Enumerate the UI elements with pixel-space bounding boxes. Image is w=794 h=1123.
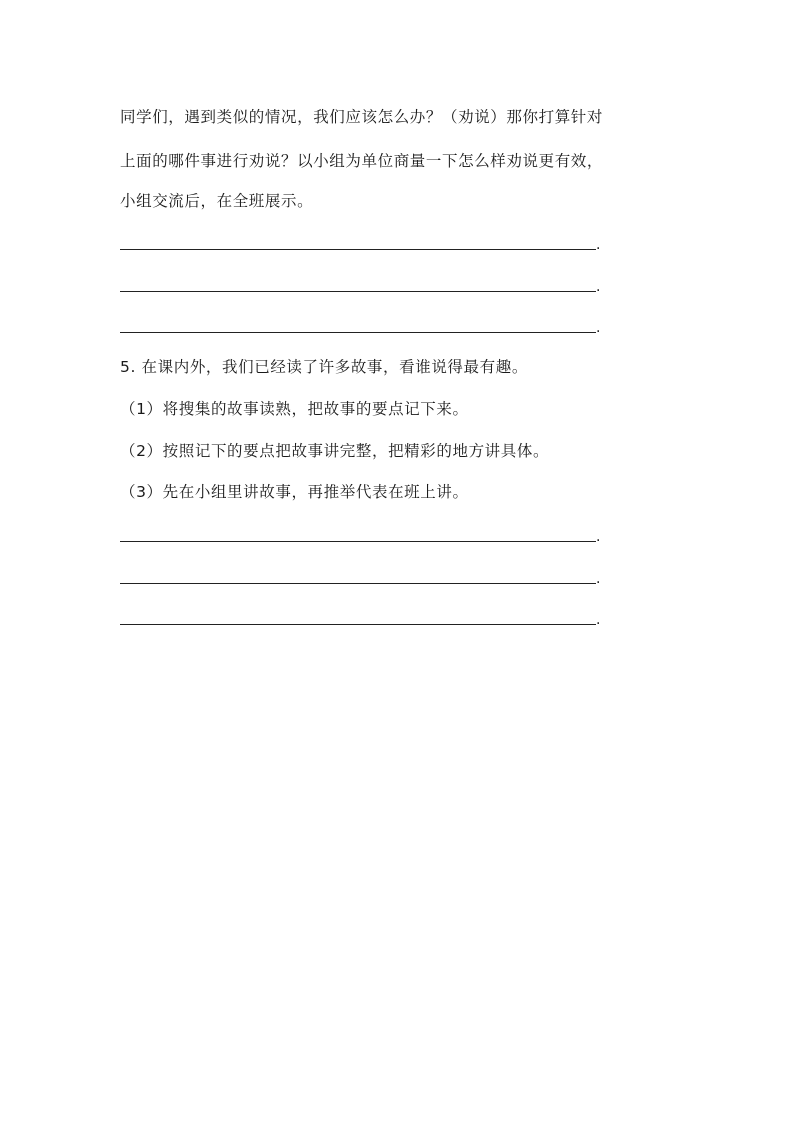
question-5-step-3: （3）先在小组里讲故事，再推举代表在班上讲。 (120, 483, 469, 501)
question-5-prompt: 5. 在课内外，我们已经读了许多故事，看谁说得最有趣。 (120, 358, 528, 376)
answer-line[interactable] (120, 624, 596, 625)
answer-line-end-mark: . (596, 612, 601, 628)
answer-line[interactable] (120, 583, 596, 584)
answer-line[interactable] (120, 291, 596, 292)
answer-line[interactable] (120, 332, 596, 333)
answer-line-end-mark: . (596, 237, 601, 253)
answer-line[interactable] (120, 249, 596, 250)
intro-line-3: 小组交流后，在全班展示。 (120, 192, 314, 210)
answer-line-end-mark: . (596, 279, 601, 295)
intro-line-1: 同学们，遇到类似的情况，我们应该怎么办？（劝说）那你打算针对 (120, 108, 604, 126)
answer-line[interactable] (120, 541, 596, 542)
question-5-step-2: （2）按照记下的要点把故事讲完整，把精彩的地方讲具体。 (120, 442, 550, 460)
answer-line-end-mark: . (596, 320, 601, 336)
intro-line-2: 上面的哪件事进行劝说？以小组为单位商量一下怎么样劝说更有效， (120, 152, 604, 170)
answer-line-end-mark: . (596, 571, 601, 587)
answer-line-end-mark: . (596, 529, 601, 545)
question-5-step-1: （1）将搜集的故事读熟，把故事的要点记下来。 (120, 400, 469, 418)
